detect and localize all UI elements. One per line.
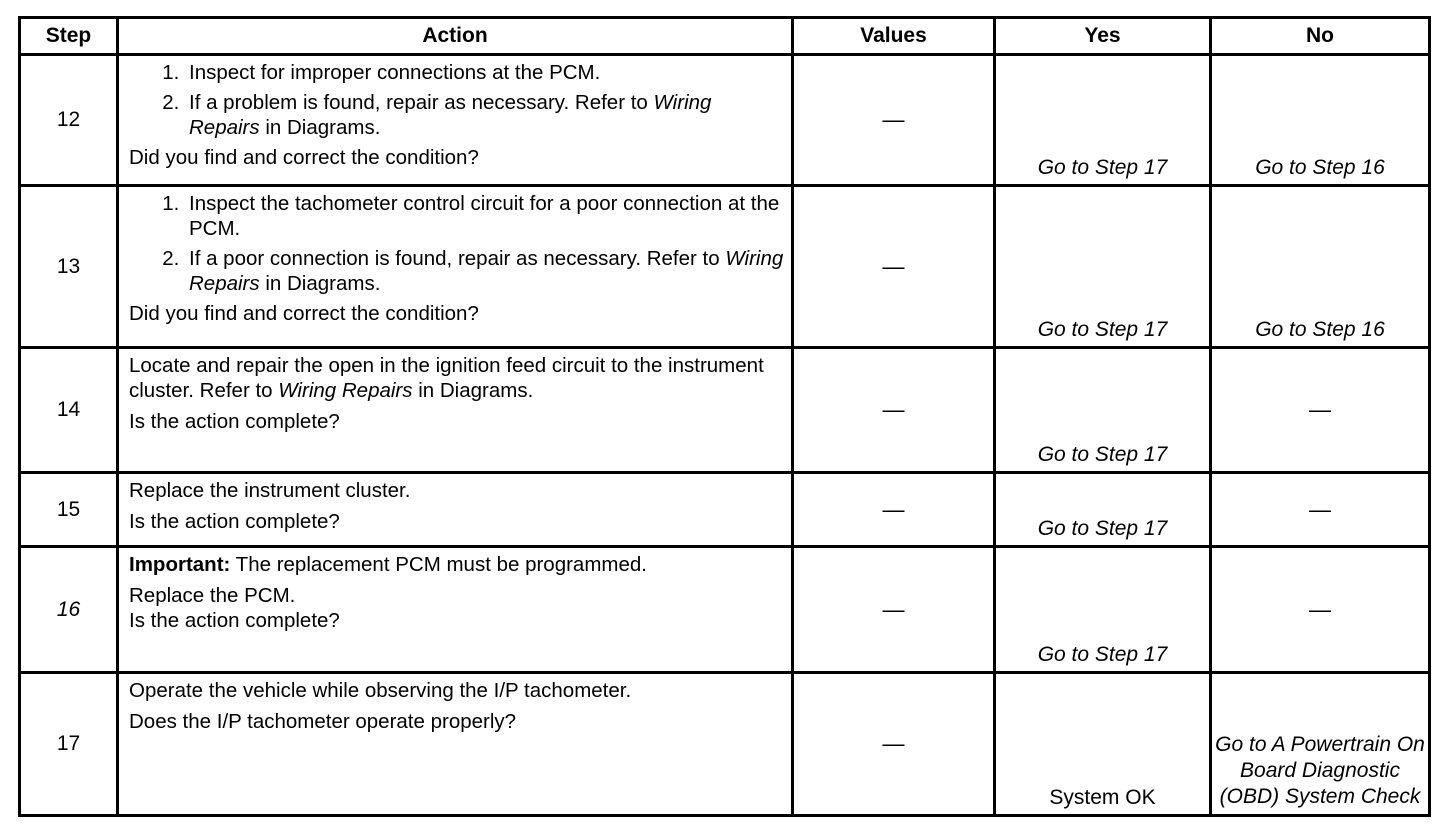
header-no: No (1211, 18, 1430, 55)
values-cell: — (793, 55, 995, 186)
action-cell (118, 673, 793, 816)
table-row (20, 547, 1430, 673)
values-cell: — (793, 547, 995, 673)
reference-link: Wiring Repairs (278, 379, 413, 402)
yes-cell: Go to Step 17 (995, 348, 1211, 473)
values-cell: — (793, 673, 995, 816)
header-action: Action (118, 18, 793, 55)
values-cell: — (793, 186, 995, 348)
important-label: Important: (129, 553, 231, 576)
diagnostic-table (18, 16, 1431, 817)
action-question: Did you find and correct the condition? (129, 302, 479, 325)
action-cell (118, 55, 793, 186)
no-cell: — (1211, 547, 1430, 673)
values-cell: — (793, 348, 995, 473)
action-cell (118, 186, 793, 348)
no-cell: — (1211, 473, 1430, 547)
table-row (20, 348, 1430, 473)
action-list (129, 191, 785, 296)
action-list (129, 60, 785, 140)
table-row (20, 55, 1430, 186)
reference-link: A Powertrain On Board Diagnostic (OBD) System Check (1219, 733, 1425, 808)
yes-cell: Go to Step 17 (995, 547, 1211, 673)
step-number: 16 (20, 547, 118, 673)
no-cell: — (1211, 348, 1430, 473)
reference-link: Wiring Repairs (189, 247, 784, 295)
action-text: Replace the PCM. (129, 584, 296, 607)
action-question: Did you find and correct the condition? (129, 146, 479, 169)
action-cell (118, 473, 793, 547)
action-text: Replace the instrument cluster. (129, 479, 411, 502)
action-cell (118, 547, 793, 673)
no-cell: Go to Step 16 (1211, 186, 1430, 348)
header-values: Values (793, 18, 995, 55)
yes-cell: Go to Step 17 (995, 473, 1211, 547)
action-item: 2. If a problem is found, repair as necessary. Refer to Wiring Repairs in Diagrams. (185, 90, 785, 140)
header-row (20, 18, 1430, 55)
step-number: 13 (20, 186, 118, 348)
values-cell: — (793, 473, 995, 547)
step-number: 14 (20, 348, 118, 473)
action-text: Locate and repair the open in the ignition feed circuit to the instrument cluster. Refer to Wiring Repairs in Diagrams. (129, 354, 764, 402)
table-row (20, 673, 1430, 816)
yes-cell: Go to Step 17 (995, 186, 1211, 348)
no-cell: Go to A Powertrain On Board Diagnostic (OBD) System Check (1211, 673, 1430, 816)
no-cell: Go to Step 16 (1211, 55, 1430, 186)
table-row (20, 473, 1430, 547)
step-number: 17 (20, 673, 118, 816)
reference-link: Wiring Repairs (189, 91, 712, 139)
action-question: Is the action complete? (129, 410, 340, 433)
header-yes: Yes (995, 18, 1211, 55)
action-text: Operate the vehicle while observing the I/P tachometer. (129, 679, 632, 702)
important-note: Important: The replacement PCM must be programmed. (129, 553, 647, 576)
step-number: 12 (20, 55, 118, 186)
action-question: Is the action complete? (129, 510, 340, 533)
table-row (20, 186, 1430, 348)
action-item: 1. Inspect for improper connections at the PCM. (185, 60, 785, 85)
action-item: 2. If a poor connection is found, repair as necessary. Refer to Wiring Repairs in Diagrams. (185, 246, 785, 296)
header-step: Step (20, 18, 118, 55)
yes-cell: System OK (995, 673, 1211, 816)
yes-cell: Go to Step 17 (995, 55, 1211, 186)
action-cell (118, 348, 793, 473)
action-question: Is the action complete? (129, 609, 340, 632)
action-question: Does the I/P tachometer operate properly? (129, 710, 517, 733)
step-number: 15 (20, 473, 118, 547)
action-item: 1. Inspect the tachometer control circuit for a poor connection at the PCM. (185, 191, 785, 241)
